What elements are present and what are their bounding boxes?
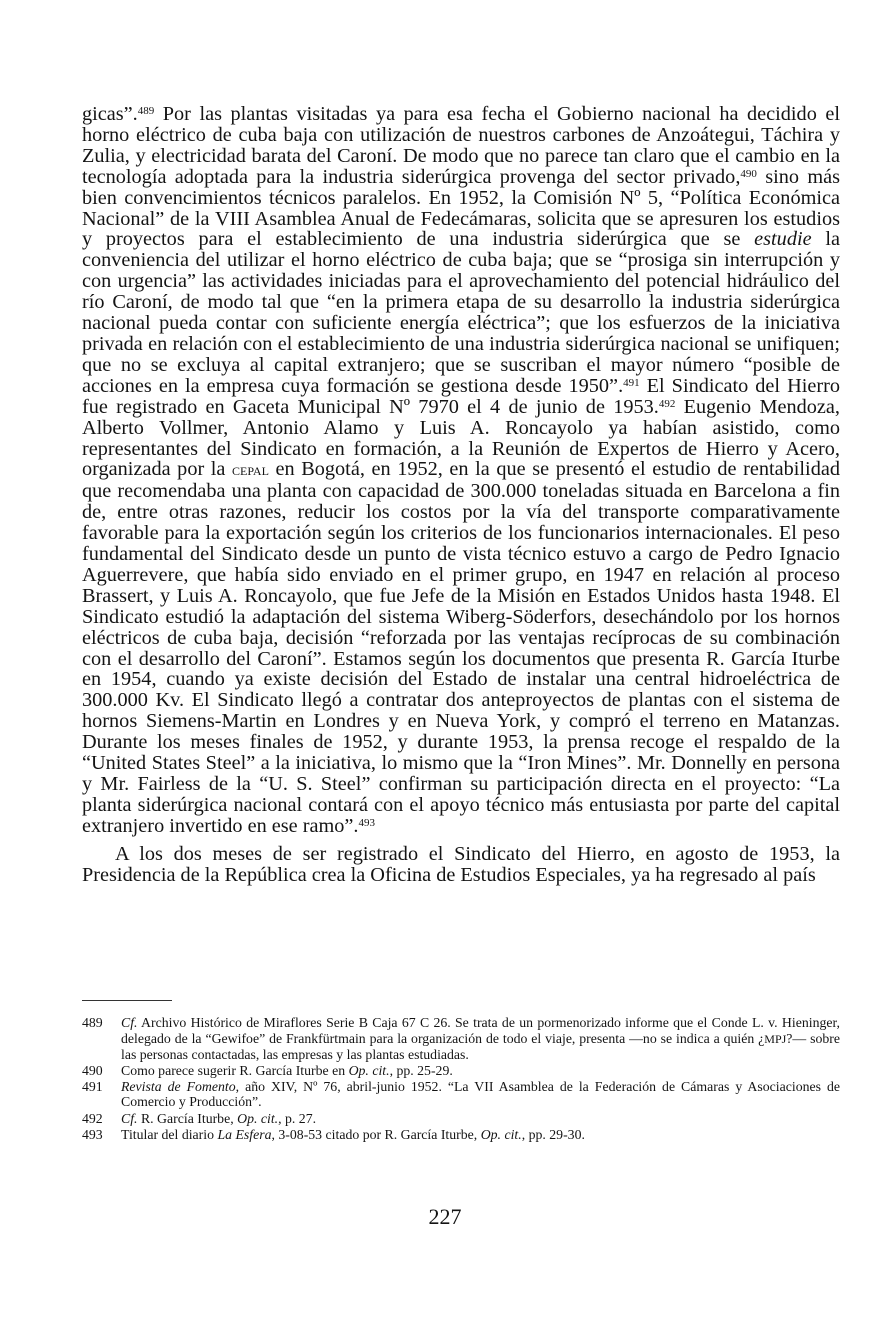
body-text	[82, 104, 840, 886]
footnote-ref: 491	[623, 376, 640, 389]
footnote-489	[82, 1015, 840, 1062]
footnote-ref: 493	[358, 816, 375, 829]
italic-text: Revista de Fomento	[121, 1079, 236, 1095]
footnotes	[82, 1015, 840, 1143]
small-caps-text: mpj	[764, 1028, 787, 1048]
paragraph-2: A los dos meses de ser registrado el Sindicato del Hierro, en agosto de 1953, la Presidencia de la República crea la Oficina de Estudios Especiales, ya ha regresado al país	[82, 842, 840, 886]
footnote-text: Cf. R. García Iturbe, Op. cit., p. 27.	[121, 1110, 317, 1126]
italic-text: Cf.	[121, 1110, 138, 1126]
footnote-number: 489	[82, 1015, 103, 1030]
footnote-ref: 492	[658, 397, 676, 410]
page-number: 227	[428, 1204, 462, 1229]
footnote-number: 492	[82, 1110, 103, 1126]
footnote-491	[82, 1079, 840, 1110]
paragraph-1: gicas”.$^{489}$ Por las plantas visitadas ya para esa fecha el Gobierno nacional ha decidido el horno eléctrico de cuba baja con utilización de nuestros carbones de Anzoátegui, Táchira y Zulia, y electricidad barata del Caroní. De modo que no parece tan claro que el cambio en la tecnología adoptada para la industria siderúrgica provenga del sector privado,$^{490}$ sino más bien convencimientos técnicos paralelos. En 1952, la Comisión Nº 5, “Política Económica Nacional” de la VIII Asamblea Anual de Fedecámaras, solicita que se apresuren los estudios y proyectos para el establecimiento de una industria siderúrgica que se estudie la conveniencia del utilizar el horno eléctrico de cuba baja; que se “prosiga sin interrupción y con urgencia” las actividades iniciadas para el aprovechamiento del potencial hidráulico del río Caroní, de modo tal que “en la primera etapa de su desarrollo la industria siderúrgica nacional pueda contar con suficiente energía eléctrica”; que los esfuerzos de la iniciativa privada en relación con el establecimiento de una industria siderúrgica nacional se unifiquen; que no se excluya al capital extranjero; que se suscriban el mayor número “posible de acciones en la empresa cuya formación se gestiona desde 1950”.$^{491}$ El Sindicato del Hierro fue registrado en Gaceta Municipal Nº 7970 el 4 de junio de 1953.$^{492}$ Eugenio Mendoza, Alberto Vollmer, Antonio Alamo y Luis A. Roncayolo ya habían asistido, como representantes del Sindicato en formación, a la Reunión de Expertos de Hierro y Acero, organizada por la cepal en Bogotá, en 1952, en la que se presentó el estudio de rentabilidad que recomendaba una planta con capacidad de 300.000 toneladas situada en Barcelona a fin de, entre otras razones, reducir los costos por la vía del transporte comparativamente favorable para la exportación según los criterios de los funcionarios internacionales. El peso fundamental del Sindicato desde un punto de vista técnico estuvo a cargo de Pedro Ignacio Aguerrevere, que había sido enviado en el primer grupo, en 1947 en relación al proceso Brassert, y Luis A. Roncayolo, que fue Jefe de la Misión en Estados Unidos hasta 1948. El Sindicato estudió la adaptación del sistema Wiberg-Söderfors, desechándolo por los hornos eléctricos de cuba baja, decisión “reforzada por las ventajas recíprocas de su combinación con el desarrollo del Caroní”. Estamos según los documentos que presenta R. García Iturbe en 1954, cuando ya existe decisión del Estado de instalar una central hidroeléctrica de 300.000 Kv. El Sindicato llegó a contratar dos anteproyectos de plantas con el sistema de hornos Siemens-Martin en Londres y en Nueva York, y compró el terreno en Matanzas. Durante los meses finales de 1952, y durante 1953, la prensa recoge el respaldo de la “United States Steel” a la iniciativa, lo mismo que la “Iron Mines”. Mr. Donnelly en persona y Mr. Fairless de la “U. S. Steel” confirman su participación directa en el proyecto: “La planta siderúrgica nacional contará con el apoyo técnico más entusiasta por parte del capital extranjero invertido en ese ramo”.$^{493}$	[82, 103, 841, 837]
italic-text: Op. cit.	[348, 1062, 390, 1078]
footnote-text: Cf. Archivo Histórico de Miraflores Serie B Caja 67 C 26. Se trata de un pormenorizado informe que el Conde L. v. Hieninger, delegado de la “Gewifoe” de Frankfürtmain para la organización de todo el viaje, presenta —no se indica a quién ¿mpj?— sobre las personas contactadas, las empresas y las plantas estudiadas.	[121, 1015, 840, 1062]
page-body	[82, 104, 840, 886]
footnote-ref: 490	[740, 167, 757, 180]
footnote-text: Como parece sugerir R. García Iturbe en Op. cit., pp. 25-29.	[121, 1062, 453, 1078]
footnote-number: 490	[82, 1062, 103, 1078]
small-caps-text: cepal	[232, 460, 269, 480]
italic-text: Op. cit.	[237, 1110, 279, 1126]
footnote-ref: 489	[137, 105, 155, 117]
footnote-text: Revista de Fomento, año XIV, Nº 76, abril-junio 1952. “La VII Asamblea de la Federación de Cámaras y Asociaciones de Comercio y Producción”.	[121, 1079, 841, 1110]
italic-text: estudie	[754, 228, 812, 251]
footnote-text: Titular del diario La Esfera, 3-08-53 citado por R. García Iturbe, Op. cit., pp. 29-30.	[121, 1127, 585, 1143]
footnote-number: 493	[82, 1127, 103, 1143]
footnote-490	[82, 1063, 840, 1078]
italic-text: Op. cit.	[480, 1127, 522, 1143]
italic-text: Cf.	[121, 1015, 138, 1030]
footnote-number: 491	[82, 1079, 103, 1095]
footnote-492	[82, 1111, 840, 1126]
footnote-493	[82, 1127, 840, 1142]
italic-text: La Esfera	[217, 1127, 272, 1143]
footnote-separator	[82, 1000, 172, 1001]
